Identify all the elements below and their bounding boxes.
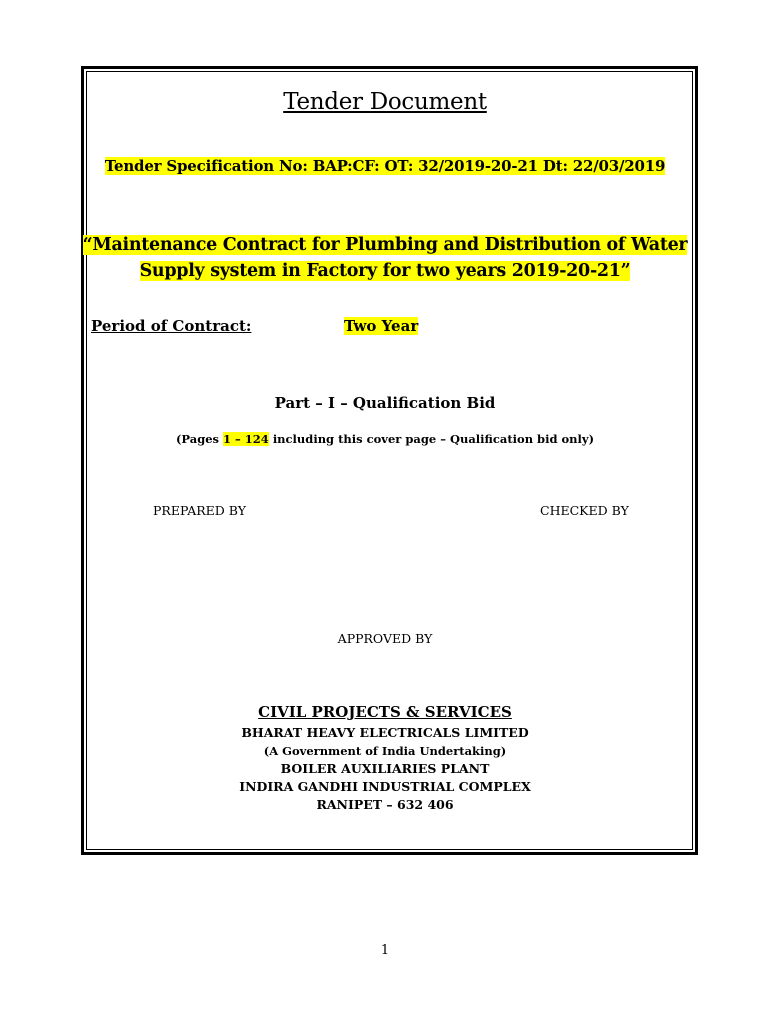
company-note: (A Government of India Undertaking) — [263, 744, 507, 758]
part-heading: Part – I – Qualification Bid — [274, 394, 496, 412]
period-value — [344, 317, 418, 335]
company-name: BHARAT HEAVY ELECTRICALS LIMITED — [241, 725, 529, 740]
contract-title-line2: Supply system in Factory for two years 2019-20-21” — [139, 261, 631, 281]
period-value-text: Two Year — [344, 317, 419, 335]
pages-suffix: including this cover page – Qualification bid only) — [268, 432, 595, 446]
pages-note — [0, 432, 770, 446]
pages-prefix: (Pages — [175, 432, 224, 446]
checked-by: CHECKED BY — [540, 503, 629, 518]
department-name: CIVIL PROJECTS & SERVICES — [258, 703, 512, 721]
contract-title-line1: “Maintenance Contract for Plumbing and Distribution of Water — [82, 235, 688, 255]
prepared-by: PREPARED BY — [153, 503, 246, 518]
document-title — [0, 89, 770, 115]
approved-by: APPROVED BY — [337, 631, 433, 646]
contract-title — [0, 232, 770, 284]
tender-spec-line — [0, 157, 770, 175]
plant-name: BOILER AUXILIARIES PLANT — [280, 761, 490, 776]
tender-spec-text: Tender Specification No: BAP:CF: OT: 32/2019-20-21 Dt: 22/03/2019 — [104, 157, 666, 175]
complex-name: INDIRA GANDHI INDUSTRIAL COMPLEX — [239, 779, 531, 794]
city-pin: RANIPET – 632 406 — [316, 797, 454, 812]
document-title-text: Tender Document — [283, 89, 487, 115]
period-label: Period of Contract: — [91, 317, 252, 335]
page-number: 1 — [380, 943, 390, 958]
pages-range: 1 – 124 — [223, 432, 269, 446]
